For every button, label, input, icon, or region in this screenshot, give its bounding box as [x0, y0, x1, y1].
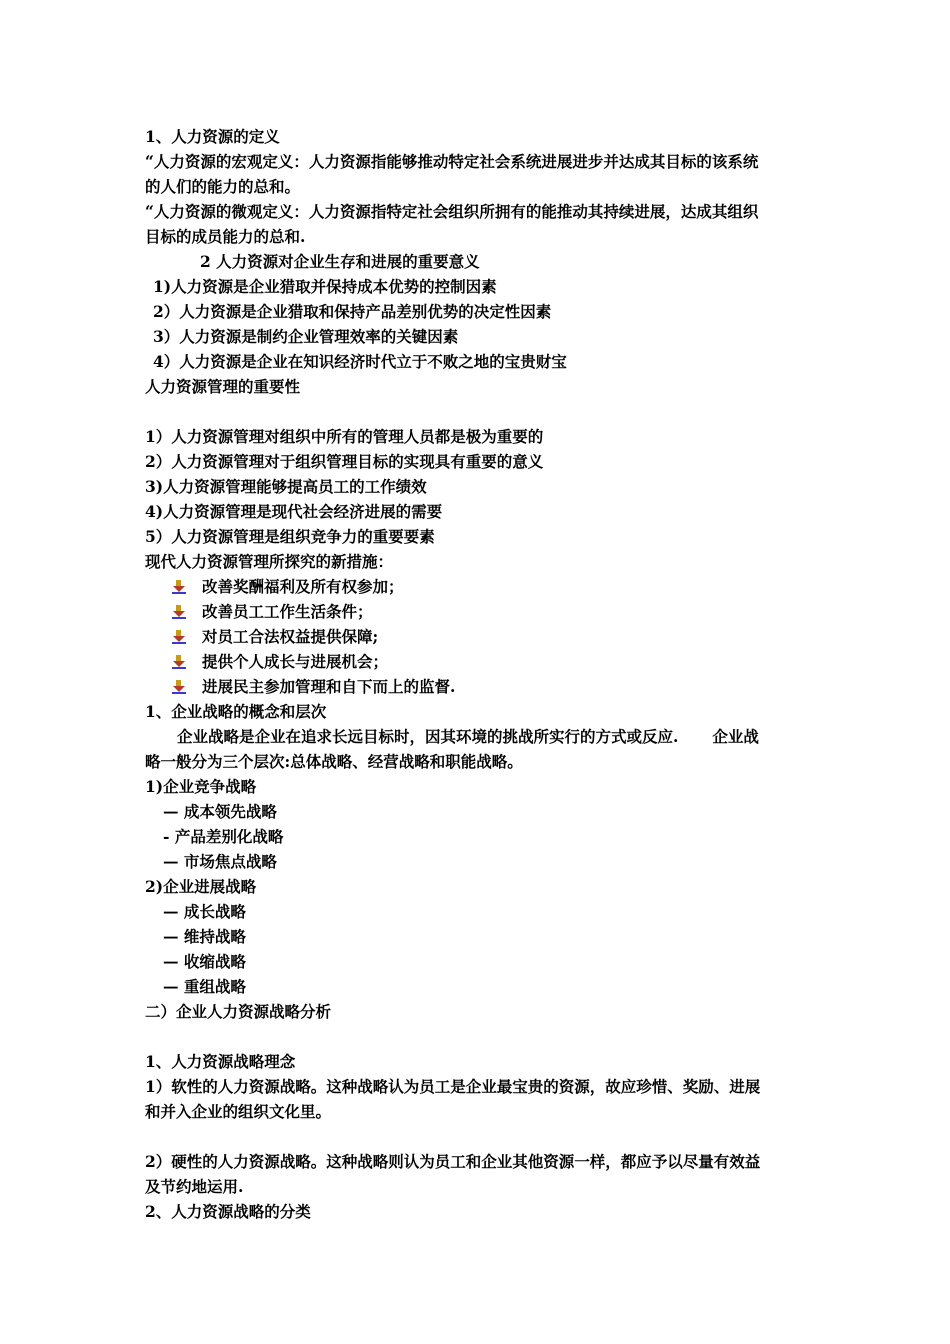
- list-item: — 成本领先战略: [163, 802, 277, 821]
- heading-hr-definition: 1、人力资源的定义: [145, 127, 280, 146]
- list-item: 2）人力资源是企业猎取和保持产品差别优势的决定性因素: [153, 302, 552, 321]
- blank-line: [145, 399, 810, 424]
- stacked-arrow-bullet-icon: [172, 680, 186, 694]
- bullet-text: 改善奖酬福利及所有权参加；: [202, 577, 404, 596]
- list-item: 1）人力资源管理对组织中所有的管理人员都是极为重要的: [145, 427, 544, 446]
- paragraph-line: 的人们的能力的总和。: [145, 177, 301, 196]
- stacked-arrow-bullet-icon: [172, 605, 186, 619]
- list-item: 5）人力资源管理是组织竞争力的重要要素: [145, 527, 435, 546]
- list-item: 1)人力资源是企业猎取并保持成本优势的控制因素: [153, 277, 497, 296]
- document-body: [145, 124, 810, 1224]
- list-item: — 收缩战略: [163, 952, 246, 971]
- list-item: 2）人力资源管理对于组织管理目标的实现具有重要的意义: [145, 452, 544, 471]
- paragraph-line: 及节约地运用.: [145, 1177, 244, 1196]
- list-item: — 重组战略: [163, 977, 246, 996]
- list-item: 4)人力资源管理是现代社会经济进展的需要: [145, 502, 443, 521]
- paragraph-line: 目标的成员能力的总和.: [145, 227, 306, 246]
- heading-development-strategy: 2)企业进展战略: [145, 877, 257, 896]
- bullet-text: 改善员工工作生活条件；: [202, 602, 373, 621]
- bullet-item: [145, 624, 810, 649]
- stacked-arrow-bullet-icon: [172, 630, 186, 644]
- heading-hr-strategy-concept: 1、人力资源战略理念: [145, 1052, 296, 1071]
- paragraph-line: 2）硬性的人力资源战略。这种战略则认为员工和企业其他资源一样，都应予以尽量有效益: [145, 1152, 761, 1171]
- bullet-item: [145, 574, 810, 599]
- list-item: 3）人力资源是制约企业管理效率的关键因素: [153, 327, 459, 346]
- heading-hr-strategy-types: 2、人力资源战略的分类: [145, 1202, 311, 1221]
- heading-hr-significance: 2 人力资源对企业生存和进展的重要意义: [200, 252, 480, 271]
- paragraph-line: “人力资源的宏观定义：人力资源指能够推动特定社会系统进展进步并达成其目标的该系统: [145, 152, 759, 171]
- list-item: 4）人力资源是企业在知识经济时代立于不败之地的宝贵财宝: [153, 352, 567, 371]
- list-item: — 市场焦点战略: [163, 852, 277, 871]
- paragraph-line: 和并入企业的组织文化里。: [145, 1102, 332, 1121]
- heading-competitive-strategy: 1)企业竞争战略: [145, 777, 257, 796]
- bullet-text: 对员工合法权益提供保障;: [202, 627, 379, 646]
- paragraph-line: [145, 724, 810, 749]
- stacked-arrow-bullet-icon: [172, 580, 186, 594]
- paragraph-line: 1）软性的人力资源战略。这种战略认为员工是企业最宝贵的资源，故应珍惜、奖励、进展: [145, 1077, 761, 1096]
- bullet-item: [145, 599, 810, 624]
- list-item: - 产品差别化战略: [163, 827, 284, 846]
- list-item: — 维持战略: [163, 927, 246, 946]
- bullet-text: 提供个人成长与进展机会；: [202, 652, 389, 671]
- paragraph-text: 企业战略是企业在追求长远目标时，因其环境的挑战所实行的方式或反应.: [177, 727, 679, 746]
- list-item: 3)人力资源管理能够提高员工的工作绩效: [145, 477, 427, 496]
- paragraph-text: 企业战: [712, 727, 759, 746]
- stacked-arrow-bullet-icon: [172, 655, 186, 669]
- paragraph-line: 略一般分为三个层次:总体战略、经营战略和职能战略。: [145, 752, 523, 771]
- heading-hr-strategy-analysis: 二）企业人力资源战略分析: [145, 1002, 332, 1021]
- heading-new-measures: 现代人力资源管理所探究的新措施：: [145, 552, 394, 571]
- bullet-item: [145, 674, 810, 699]
- bullet-text: 进展民主参加管理和自下而上的监督.: [202, 677, 456, 696]
- blank-line: [145, 1124, 810, 1149]
- blank-line: [145, 1024, 810, 1049]
- list-item: — 成长战略: [163, 902, 246, 921]
- bullet-item: [145, 649, 810, 674]
- paragraph-line: “人力资源的微观定义：人力资源指特定社会组织所拥有的能推动其持续进展，达成其组织: [145, 202, 759, 221]
- heading-strategy-concept: 1、企业战略的概念和层次: [145, 702, 327, 721]
- heading-hrm-importance: 人力资源管理的重要性: [145, 377, 301, 396]
